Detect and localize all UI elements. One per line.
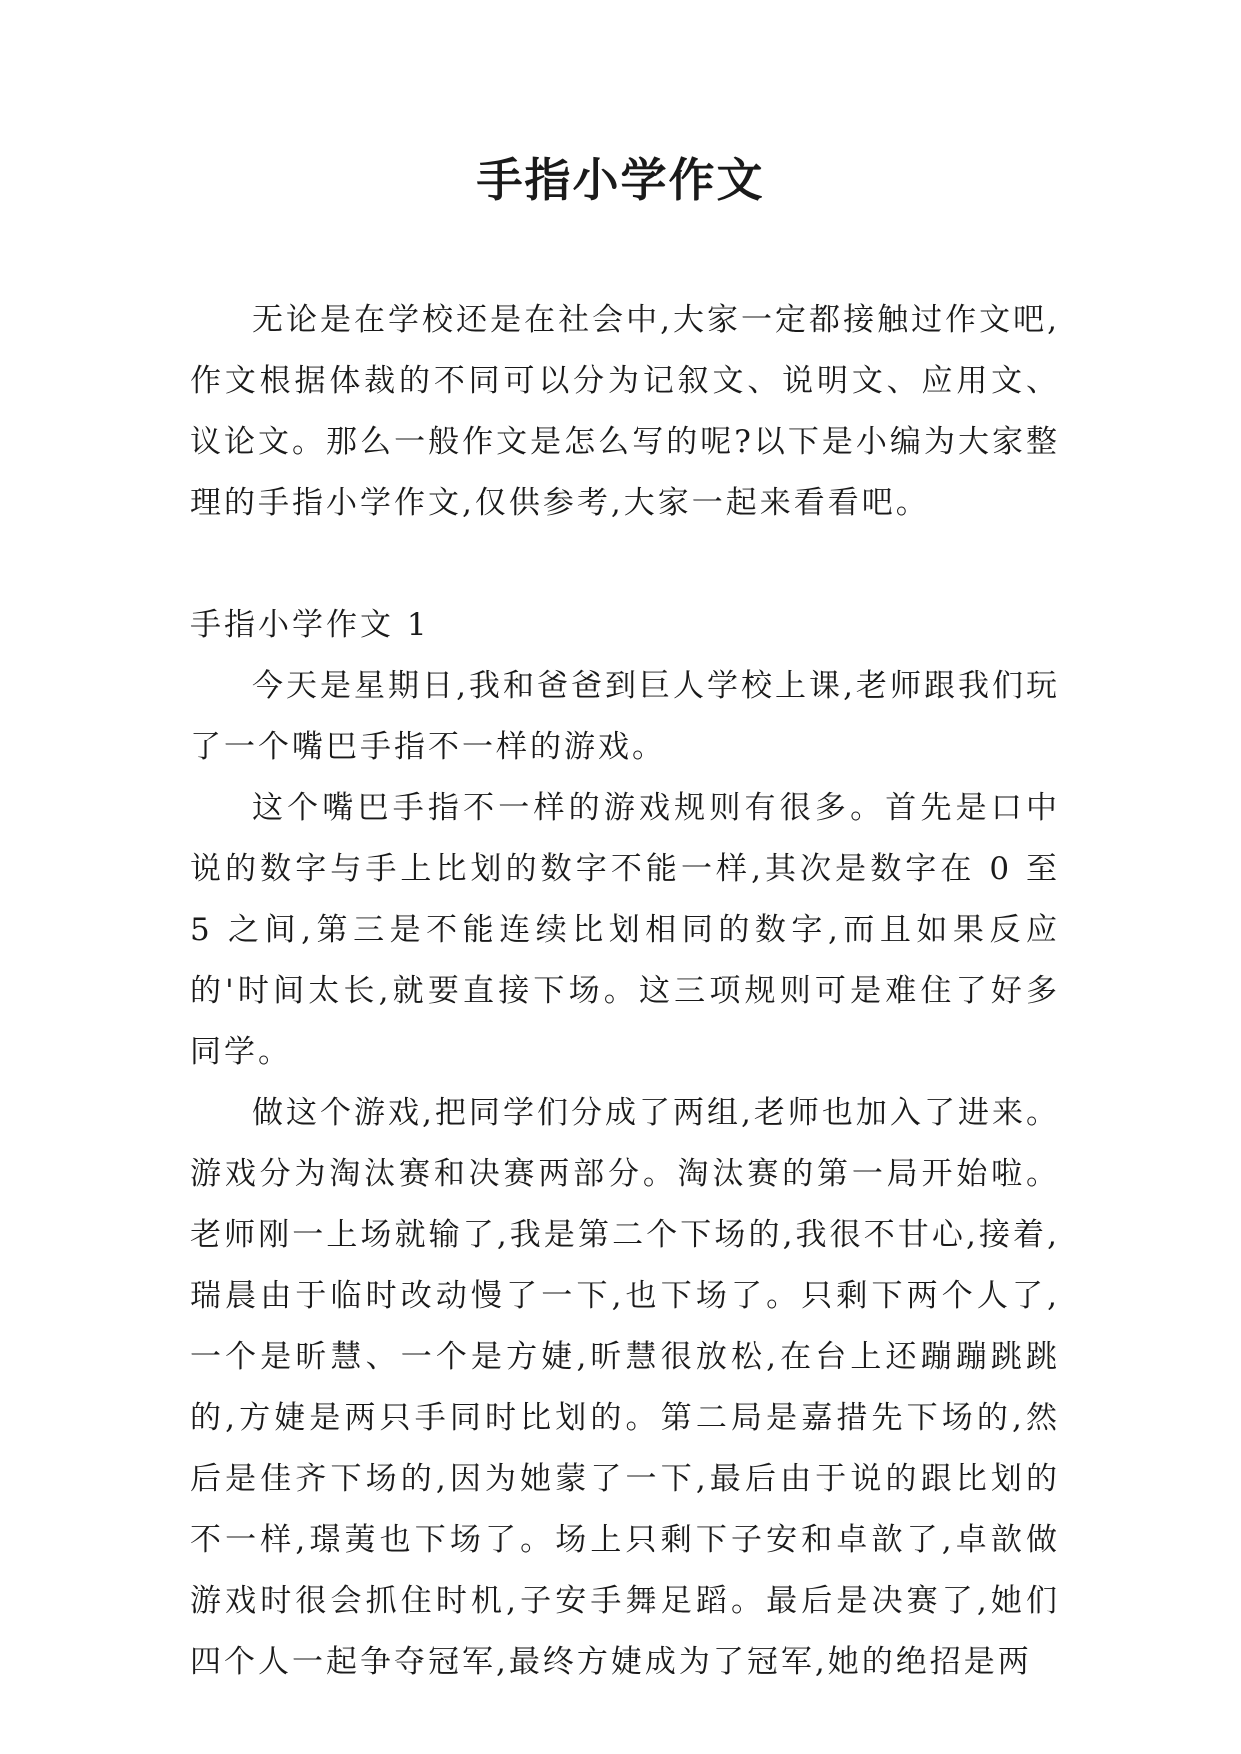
intro-paragraph: 无论是在学校还是在社会中,大家一定都接触过作文吧,作文根据体裁的不同可以分为记叙文、说明文、应用文、议论文。那么一般作文是怎么写的呢?以下是小编为大家整理的手指小学作文,仅供参考,大家一起来看看吧。 xyxy=(190,302,1060,521)
document-title: 手指小学作文 xyxy=(476,153,765,207)
body-paragraph: 这个嘴巴手指不一样的游戏规则有很多。首先是口中说的数字与手上比划的数字不能一样,其次是数字在 0 至 5 之间,第三是不能连续比划相同的数字,而且如果反应的'时间太长,就要直接下场。这三项规则可是难住了好多同学。 xyxy=(190,790,1060,1070)
body-paragraph: 今天是星期日,我和爸爸到巨人学校上课,老师跟我们玩了一个嘴巴手指不一样的游戏。 xyxy=(190,668,1060,765)
body-paragraph: 做这个游戏,把同学们分成了两组,老师也加入了进来。游戏分为淘汰赛和决赛两部分。淘汰赛的第一局开始啦。老师刚一上场就输了,我是第二个下场的,我很不甘心,接着,瑞晨由于临时改动慢了一下,也下场了。只剩下两个人了,一个是昕慧、一个是方婕,昕慧很放松,在台上还蹦蹦跳跳的,方婕是两只手同时比划的。第二局是嘉措先下场的,然后是佳齐下场的,因为她蒙了一下,最后由于说的跟比划的不一样,璟荑也下场了。场上只剩下子安和卓歆了,卓歆做游戏时很会抓住时机,子安手舞足蹈。最后是决赛了,她们四个人一起争夺冠军,最终方婕成为了冠军,她的绝招是两 xyxy=(190,1095,1060,1680)
section-heading: 手指小学作文 1 xyxy=(190,607,430,643)
document-body xyxy=(190,290,1060,1693)
